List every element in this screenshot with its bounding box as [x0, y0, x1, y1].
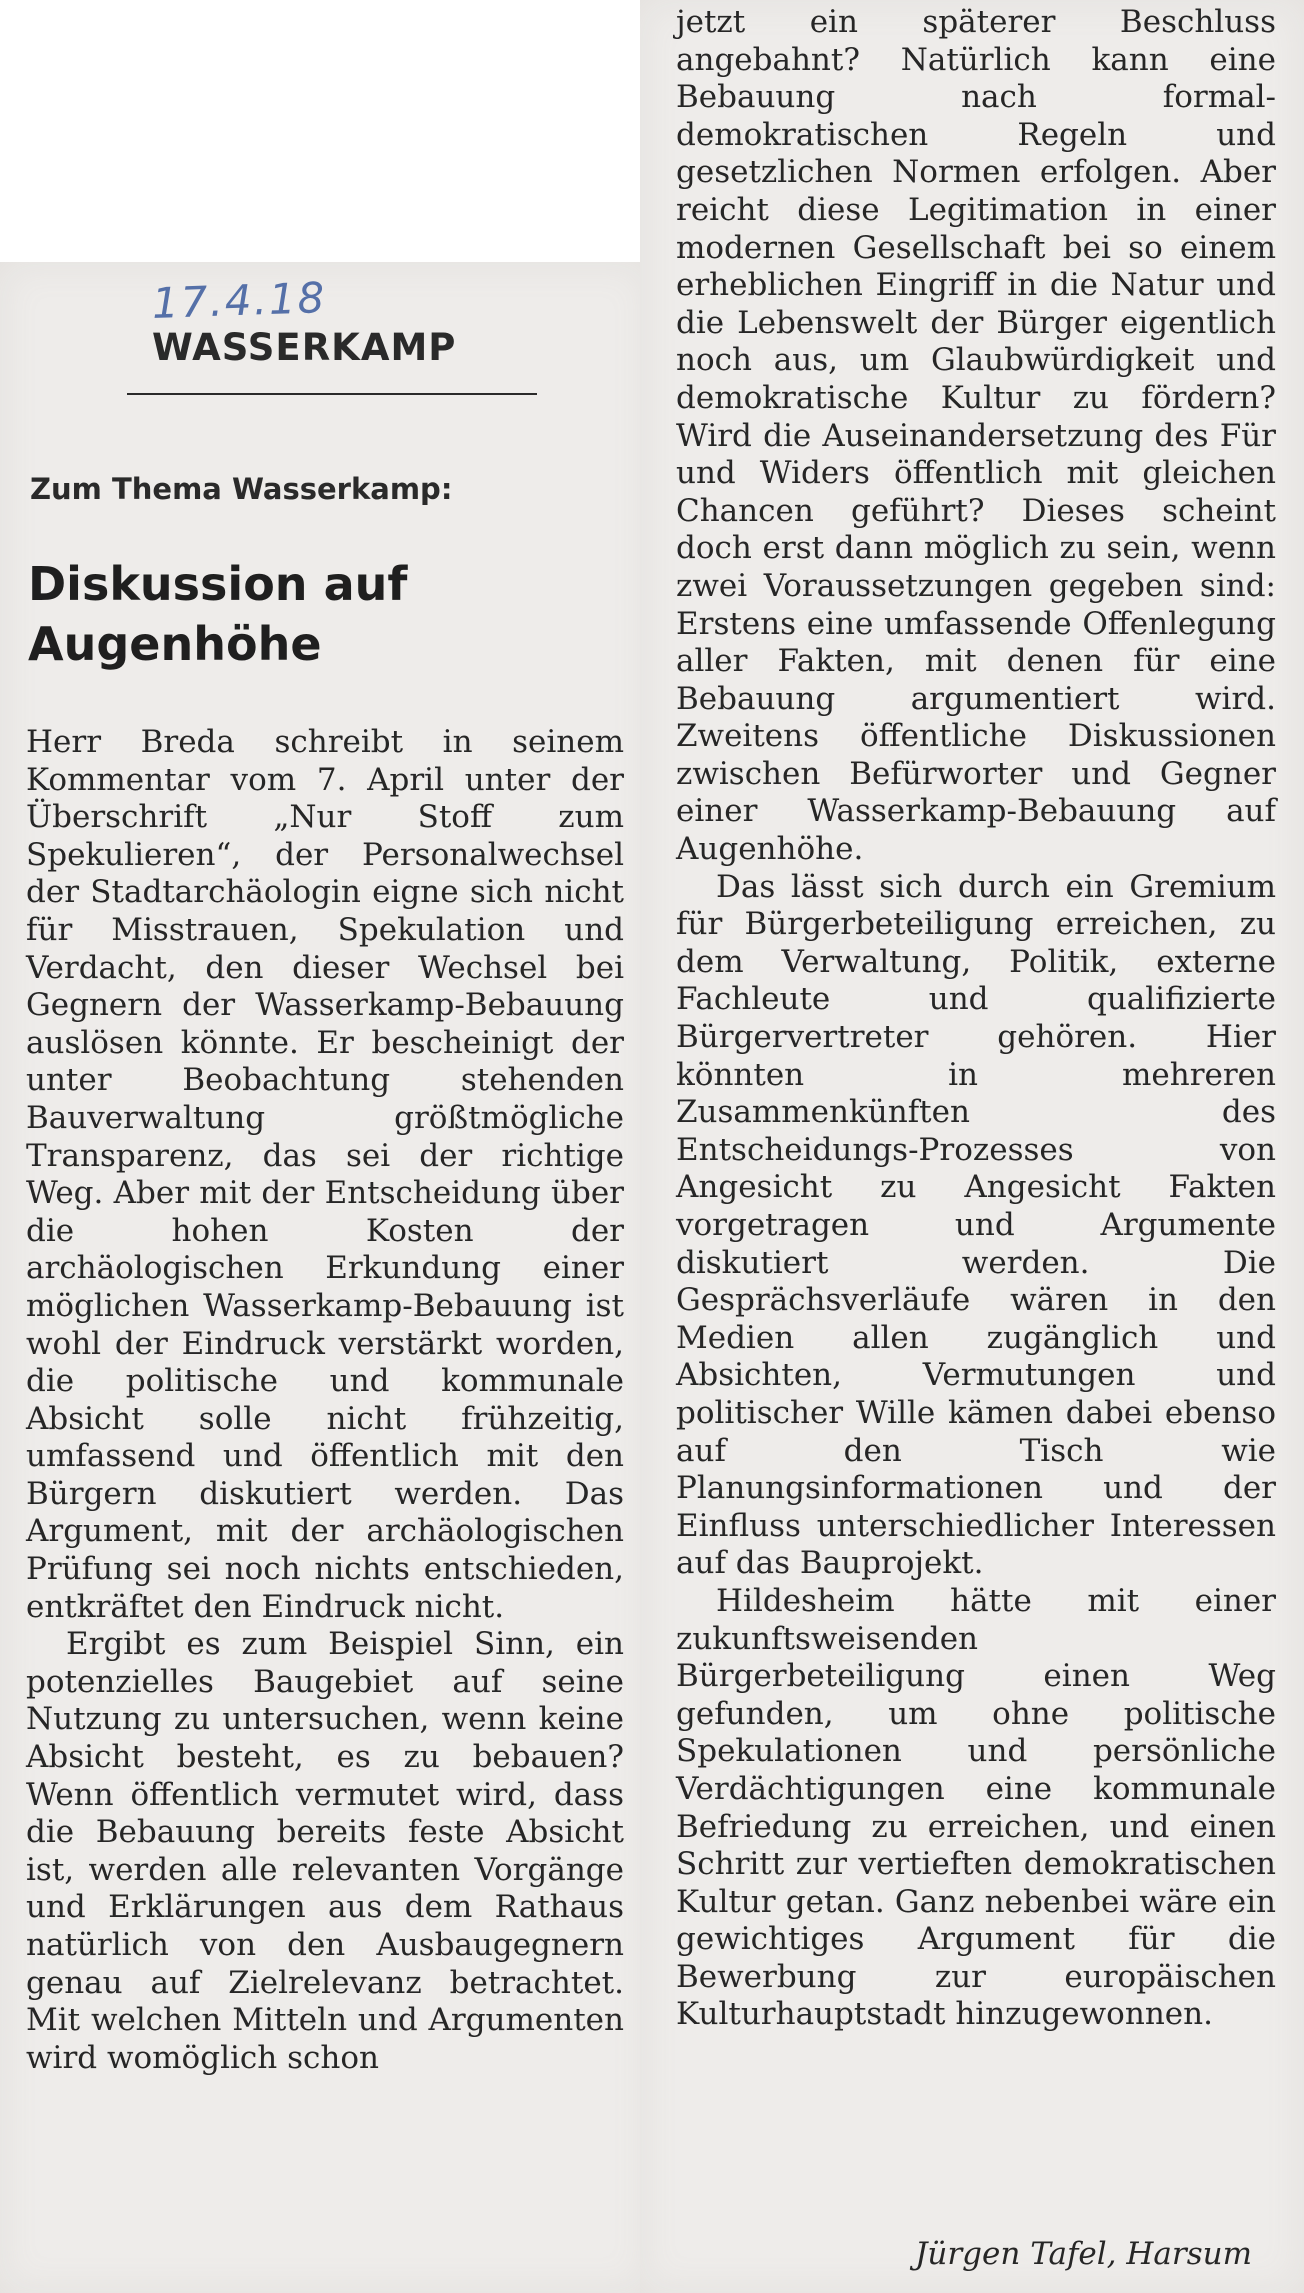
paragraph-3: jetzt ein späterer Beschluss angebahnt? Natürlich kann eine Bebauung nach formal-demokratischen Regeln und gesetzlichen Normen erfolgen. Aber reicht diese Legitimation in einer modernen Gesellschaft bei so einem erheblichen Eingriff in die Natur und die Lebenswelt der Bürger eigentlich noch aus, um Glaubwürdigkeit und demokratische Kultur zu fördern? Wird die Auseinandersetzung des Für und Widers öffentlich mit gleichen Chancen geführt? Dieses scheint doch erst dann möglich zu sein, wenn zwei Voraussetzungen gegeben sind: Erstens eine umfassende Offenlegung aller Fakten, mit denen für eine Bebauung argumentiert wird. Zweitens öffentliche Diskussionen zwischen Befürworter und Gegner einer Wasserkamp-Bebauung auf Augenhöhe.: [676, 4, 1276, 868]
handwritten-date: 17.4.18: [151, 272, 328, 329]
rubric-underline: [127, 393, 537, 395]
paragraph-4: Das lässt sich durch ein Gremium für Bürgerbeteiligung erreichen, zu dem Verwaltung, Politik, externe Fachleute und qualifizierte Bürgervertreter gehören. Hier könnten in mehreren Zusammenkünften des Entscheidungs-Prozesses von Angesicht zu Angesicht Fakten vorgetragen und Argumente diskutiert werden. Die Gesprächsverläufe wären in den Medien allen zugänglich und Absichten, Vermutungen und politischer Wille kämen dabei ebenso auf den Tisch wie Planungsinformationen und der Einfluss unterschiedlicher Interessen auf das Bauprojekt.: [676, 868, 1276, 1582]
paragraph-5: Hildesheim hätte mit einer zukunftsweisenden Bürgerbeteiligung einen Weg gefunden, um ohne politische Spekulationen und persönliche Verdächtigungen eine kommunale Befriedung zu erreichen, und einen Schritt zur vertieften demokratischen Kultur getan. Ganz nebenbei wäre ein gewichtiges Argument für die Bewerbung zur europäischen Kulturhauptstadt hinzugewonnen.: [676, 1582, 1276, 2033]
left-text-column: [26, 724, 624, 2077]
letter-subheading: Zum Thema Wasserkamp:: [30, 472, 453, 506]
paragraph-1: Herr Breda schreibt in seinem Kommentar vom 7. April unter der Überschrift „Nur Stoff zum Spekulieren“, der Personalwechsel der Stadtarchäologin eigne sich nicht für Misstrauen, Spekulation und Verdacht, den dieser Wechsel bei Gegnern der Wasserkamp-Bebauung auslösen könnte. Er bescheinigt der unter Beobachtung stehenden Bauverwaltung größtmögliche Transparenz, das sei der richtige Weg. Aber mit der Entscheidung über die hohen Kosten der archäologischen Erkundung einer möglichen Wasserkamp-Bebauung ist wohl der Eindruck verstärkt worden, die politische und kommunale Absicht solle nicht frühzeitig, umfassend und öffentlich mit den Bürgern diskutiert werden. Das Argument, mit der archäologischen Prüfung sei noch nichts entschieden, entkräftet den Eindruck nicht.: [26, 724, 624, 1625]
paragraph-2: Ergibt es zum Beispiel Sinn, ein potenzielles Baugebiet auf seine Nutzung zu untersuchen, wenn keine Absicht besteht, es zu bebauen? Wenn öffentlich vermutet wird, dass die Bebauung bereits feste Absicht ist, werden alle relevanten Vorgänge und Erklärungen aus dem Rathaus natürlich von den Ausbaugegnern genau auf Zielrelevanz betrachtet. Mit welchen Mitteln und Argumenten wird womöglich schon: [26, 1626, 624, 2076]
letter-headline: Diskussion auf Augenhöhe: [28, 557, 408, 671]
right-text-column: [676, 4, 1276, 2034]
section-rubric: WASSERKAMP: [152, 326, 457, 369]
author-signature: Jürgen Tafel, Harsum: [914, 2236, 1252, 2272]
